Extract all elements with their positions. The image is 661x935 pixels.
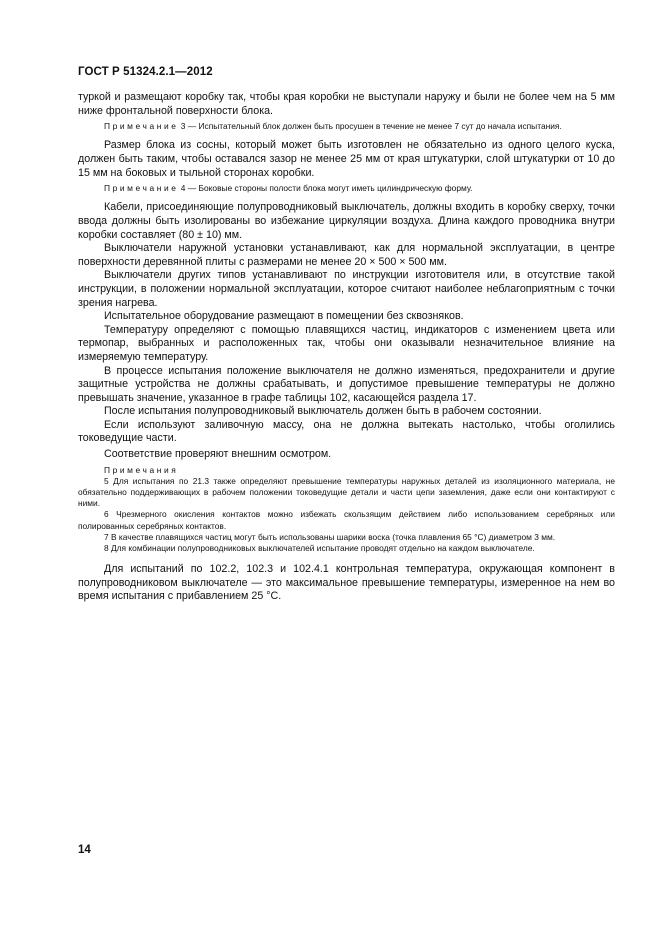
document-body (78, 91, 615, 607)
note-label: Примечание (104, 121, 179, 132)
paragraph: Испытательное оборудование размещают в помещении без сквозняков. (104, 310, 464, 323)
paragraph: В процессе испытания положение выключателя не должно изменяться, предохранители и другие защитные устройства не должны срабатывать, и допустимое превышение температуры не должно превышать значение, указанное в графе таблицы 102, касающейся раздела 17. (78, 364, 615, 404)
page-number: 14 (78, 844, 91, 856)
paragraph: Соответствие проверяют внешним осмотром. (104, 448, 332, 461)
paragraph: туркой и размещают коробку так, чтобы края коробки не выступали наружу и были не более чем на 5 мм ниже фронтальной поверхности блока. (78, 91, 615, 117)
paragraph: Размер блока из сосны, который может быть изготовлен не обязательно из одного целого куска, должен быть таким, чтобы оставался зазор не менее 25 мм от края штукатурки, слой штукатурки от 10 до 15 мм на боковых и тыльной сторонах коробки. (78, 139, 615, 179)
paragraph: Выключатели наружной установки устанавливают, как для нормальной эксплуатации, в центре поверхности деревянной плиты с размерами не менее 20 × 500 × 500 мм. (78, 242, 615, 268)
note-3 (78, 121, 615, 132)
paragraph: Для испытаний по 102.2, 102.3 и 102.4.1 контрольная температура, окружающая компонент в полупроводниковом выключателе — это максимальное превышение температуры, измеренное на нем во время испытания с прибавлением 25 °С. (78, 563, 615, 603)
note-label: Примечание (104, 183, 179, 194)
note-8: 8 Для комбинации полупроводниковых выключателей испытание проводят отдельно на каждом выключателе. (104, 543, 535, 554)
note-4 (78, 183, 615, 194)
note-7: 7 В качестве плавящихся частиц могут быть использованы шарики воска (точка плавления 65 °С) диаметром 3 мм. (104, 531, 556, 542)
note-5: 5 Для испытания по 21.3 также определяют превышение температуры наружных деталей из изоляционного материала, не обязательно поддерживающих в рабочем положении токоведущие детали и части цепи заземления, даже если они контактируют с ними. (78, 475, 615, 509)
paragraph: Температуру определяют с помощью плавящихся частиц, индикаторов с изменением цвета или термопар, выбранных и расположенных так, чтобы они оказывали незначительное влияние на измеряемую температуру. (78, 323, 615, 363)
notes-heading: Примечания (104, 464, 179, 475)
document-header: ГОСТ Р 51324.2.1—2012 (78, 66, 213, 78)
paragraph: Кабели, присоединяющие полупроводниковый выключатель, должны входить в коробку сверху, точки ввода должны быть изолированы во избежание циркуляции воздуха. Длина каждого проводника внутри коробки составляет (80 ± 10) мм. (78, 201, 615, 241)
paragraph: Выключатели других типов устанавливают по инструкции изготовителя или, в отсутствие такой инструкции, в положении нормальной эксплуатации, которое считают наиболее неблагоприятным с точки зрения нагрева. (78, 269, 615, 309)
note-6: 6 Чрезмерного окисления контактов можно избежать скользящим действием либо использованием серебряных или полированных серебряных контактов. (78, 509, 615, 531)
note-text: 4 — Боковые стороны полости блока могут иметь цилиндрическую форму. (178, 183, 473, 194)
paragraph: После испытания полупроводниковый выключатель должен быть в рабочем состоянии. (104, 405, 542, 418)
paragraph: Если используют заливочную массу, она не должна вытекать настолько, чтобы оголились токоведущие части. (78, 418, 615, 445)
note-text: 3 — Испытательный блок должен быть просушен в течение не менее 7 сут до начала испытания. (178, 121, 562, 132)
